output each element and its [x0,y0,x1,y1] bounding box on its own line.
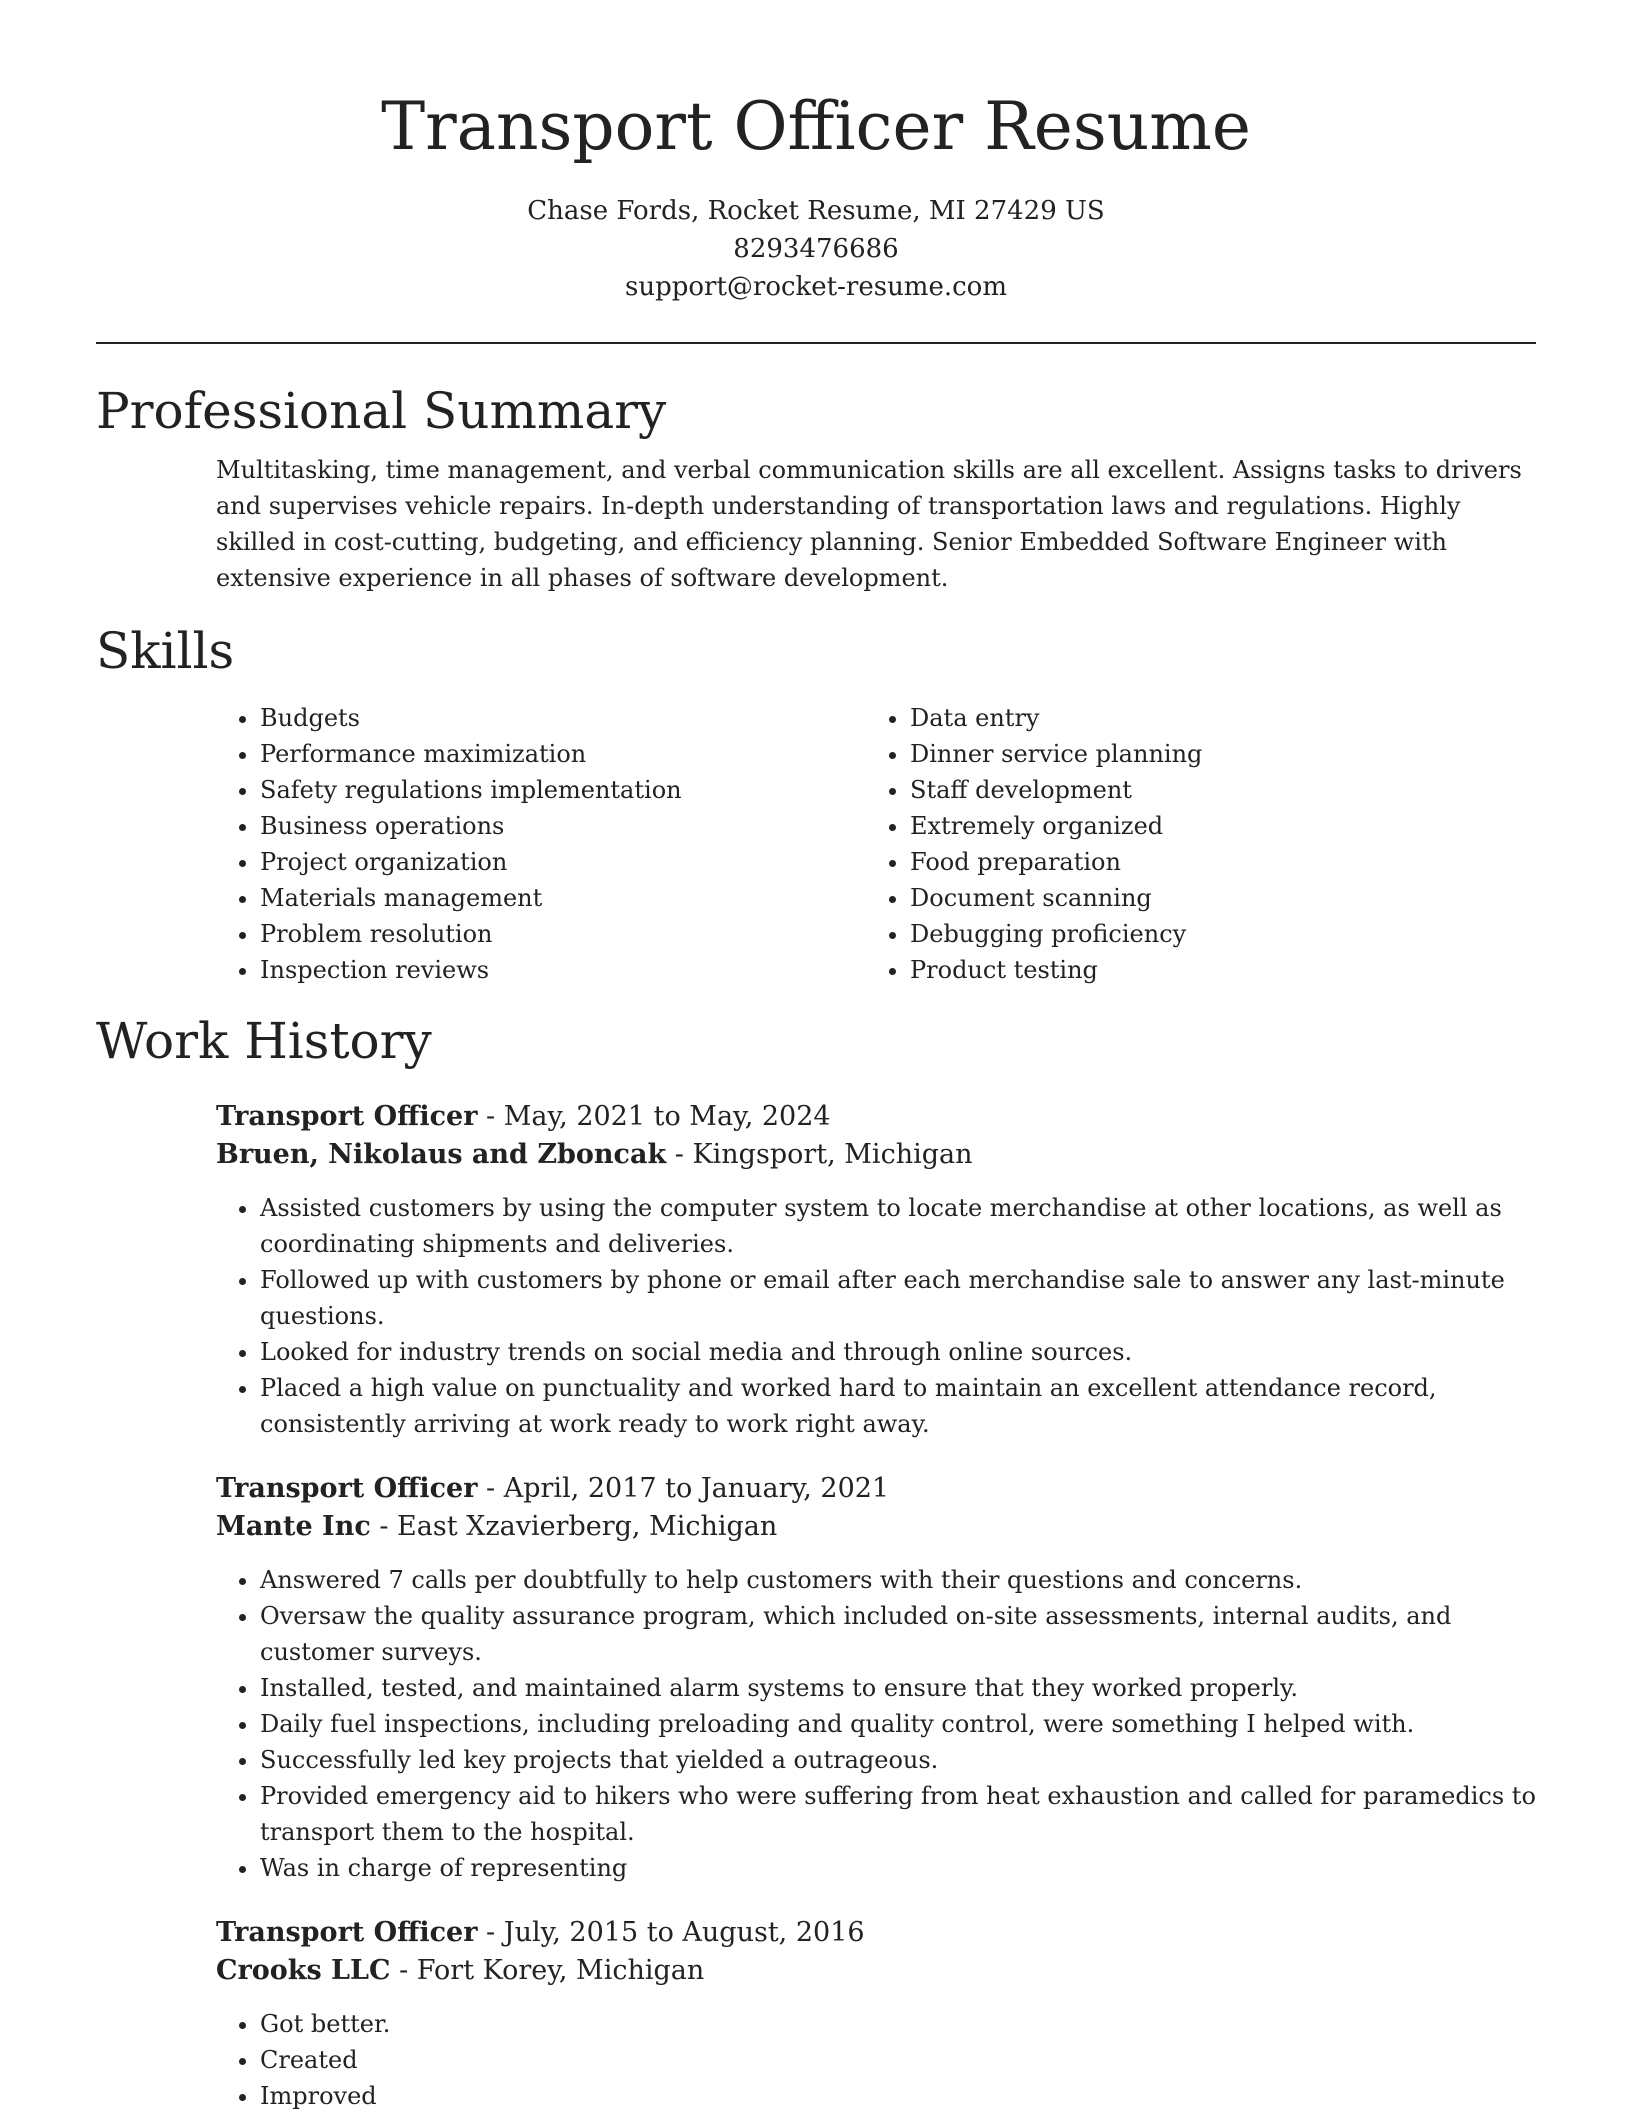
job-bullet: • Created [260,2042,1536,2078]
skills-heading: Skills [96,622,235,680]
skills-left-column [216,700,866,988]
job-bullet: • Was in charge of representing [260,1850,1536,1886]
work-history-heading: Work History [96,1012,432,1070]
job-dates: - May, 2021 to May, 2024 [477,1101,831,1132]
job-title: Transport Officer [216,1101,478,1132]
skill-item: • Safety regulations implementation [260,772,866,808]
contact-email: support@rocket-resume.com [624,272,1007,302]
work-history-section [96,1010,1536,2114]
skills-section [96,620,1536,988]
contact-address: Chase Fords, Rocket Resume, MI 27429 US [527,196,1105,226]
job-company: Crooks LLC [216,1955,391,1986]
resume-title: Transport Officer Resume [381,88,1251,165]
job-title: Transport Officer [216,1473,478,1504]
skill-item: • Dinner service planning [910,736,1516,772]
skill-item: • Data entry [910,700,1516,736]
summary-section [96,380,1536,596]
resume-page [96,0,1536,2114]
summary-text: Multitasking, time management, and verbal communication skills are all excellent. Assigns tasks to drivers and supervises vehicle repairs. In-depth understanding of transportation laws and regulations. Highly skilled in cost-cutting, budgeting, and efficiency planning. Senior Embedded Software Engineer with extensive experience in all phases of software development. [216,456,1522,592]
skill-item: • Document scanning [910,880,1516,916]
job-location: - Fort Korey, Michigan [390,1955,705,1986]
job-company-line [216,1508,1536,1546]
job-location: - Kingsport, Michigan [666,1139,973,1170]
job-bullet: • Daily fuel inspections, including preloading and quality control, were something I helped with. [260,1706,1536,1742]
skill-item: • Inspection reviews [260,952,866,988]
skill-item: • Extremely organized [910,808,1516,844]
job-bullet: • Successfully led key projects that yielded a outrageous. [260,1742,1536,1778]
job-bullet: • Provided emergency aid to hikers who were suffering from heat exhaustion and called for paramedics to transport them to the hospital. [260,1778,1536,1850]
skill-item: • Staff development [910,772,1516,808]
job-entry [216,1470,1536,1886]
skill-item: • Food preparation [910,844,1516,880]
job-title-line [216,1098,1536,1136]
skill-item: • Project organization [260,844,866,880]
jobs-container [96,1098,1536,2114]
job-company-line [216,1952,1536,1990]
skill-item: • Business operations [260,808,866,844]
job-bullet: • Answered 7 calls per doubtfully to help customers with their questions and concerns. [260,1562,1536,1598]
job-bullet: • Assisted customers by using the computer system to locate merchandise at other locations, as well as coordinating shipments and deliveries. [260,1190,1536,1262]
job-company-line [216,1136,1536,1174]
job-entry [216,1098,1536,1442]
header-divider [96,342,1536,344]
skills-grid [216,700,1536,988]
job-bullet: • Got better. [260,2006,1536,2042]
summary-heading: Professional Summary [96,382,667,440]
job-bullet: • Improved [260,2078,1536,2114]
skill-item: • Debugging proficiency [910,916,1516,952]
skills-right-column [866,700,1516,988]
skill-item: • Product testing [910,952,1516,988]
contact-block [96,192,1536,306]
skill-item: • Materials management [260,880,866,916]
job-location: - East Xzavierberg, Michigan [370,1511,778,1542]
job-bullet: • Oversaw the quality assurance program, which included on-site assessments, internal audits, and customer surveys. [260,1598,1536,1670]
job-bullets [216,1562,1536,1886]
job-dates: - July, 2015 to August, 2016 [477,1917,865,1948]
job-entry [216,1914,1536,2114]
job-company: Bruen, Nikolaus and Zboncak [216,1139,667,1170]
skill-item: • Budgets [260,700,866,736]
job-bullets [216,1190,1536,1442]
skill-item: • Performance maximization [260,736,866,772]
job-title-line [216,1914,1536,1952]
job-company: Mante Inc [216,1511,371,1542]
job-bullet: • Followed up with customers by phone or email after each merchandise sale to answer any last-minute questions. [260,1262,1536,1334]
resume-header [96,0,1536,306]
job-bullets [216,2006,1536,2114]
job-bullet: • Placed a high value on punctuality and worked hard to maintain an excellent attendance record, consistently arriving at work ready to work right away. [260,1370,1536,1442]
skill-item: • Problem resolution [260,916,866,952]
job-bullet: • Looked for industry trends on social media and through online sources. [260,1334,1536,1370]
job-bullet: • Installed, tested, and maintained alarm systems to ensure that they worked properly. [260,1670,1536,1706]
contact-phone: 8293476686 [733,234,899,264]
job-title-line [216,1470,1536,1508]
job-dates: - April, 2017 to January, 2021 [477,1473,890,1504]
job-title: Transport Officer [216,1917,478,1948]
